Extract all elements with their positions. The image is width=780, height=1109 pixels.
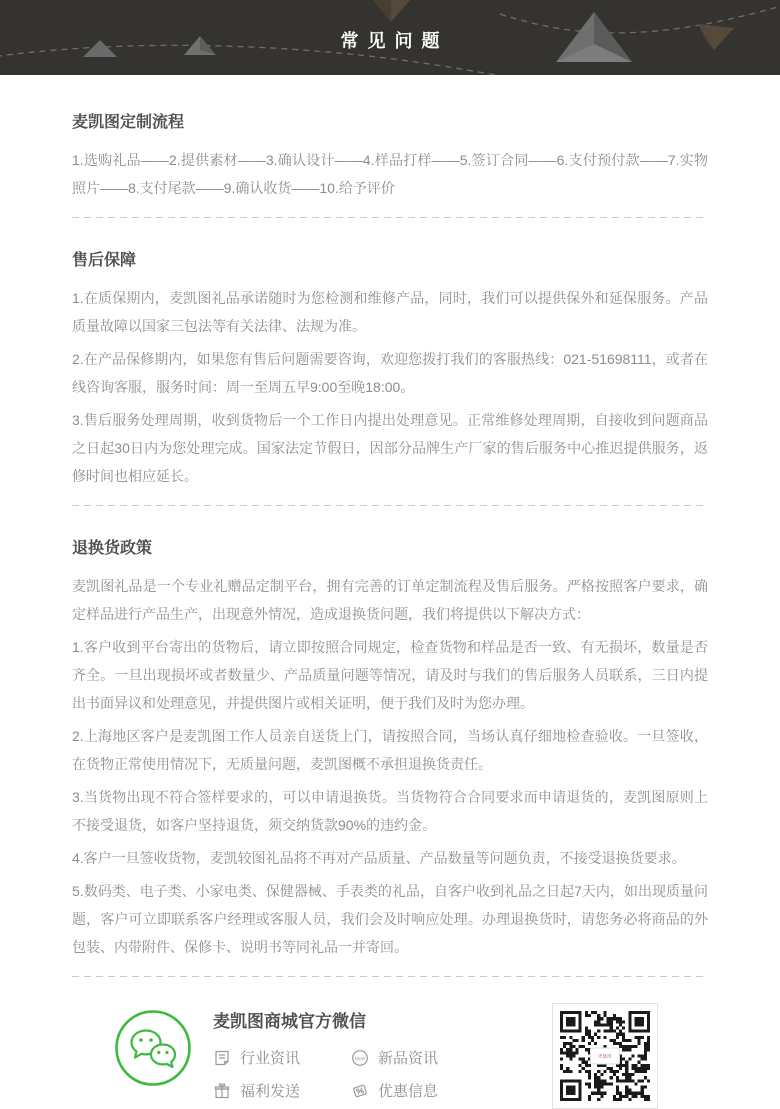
paragraph: 麦凯图礼品是一个专业礼赠品定制平台，拥有完善的订单定制流程及售后服务。严格按照客户要求，确定样品进行产品生产，出现意外情况，造成退换货问题，我们将提供以下解决方式： xyxy=(72,578,708,622)
feature-benefits xyxy=(213,1080,351,1101)
feature-industry-news xyxy=(213,1047,351,1068)
paragraph: 1.客户收到平台寄出的货物后，请立即按照合同规定，检查货物和样品是否一致、有无损坏，数量是否齐全。一旦出现损坏或者数量少、产品质量问题等情况，请及时与我们的售后服务人员联系，三日内提出书面异议和处理意见，并提供图片或相关证明，便于我们及时为您办理。 xyxy=(72,639,708,711)
feature-label: 优惠信息 xyxy=(378,1083,439,1100)
paragraph: 5.数码类、电子类、小家电类、保健器械、手表类的礼品，自客户收到礼品之日起7天内，如出现质量问题，客户可立即联系客户经理或客服人员，我们会及时响应处理。办理退换货时，请您务必将商品的外包装、内带附件、保修卡、说明书等同礼品一并寄回。 xyxy=(72,883,708,955)
dashed-divider xyxy=(72,217,708,218)
feature-label: 福利发送 xyxy=(240,1083,301,1100)
wechat-logo-icon xyxy=(113,1008,193,1088)
paragraph: 2.上海地区客户是麦凯图工作人员亲自送货上门，请按照合同，当场认真仔细地检查验收。一旦签收，在货物正常使用情况下，无质量问题，麦凯图概不承担退换货责任。 xyxy=(72,728,708,772)
section-title: 麦凯图定制流程 xyxy=(72,114,185,131)
feature-new-products xyxy=(351,1047,552,1068)
page-title: 常见问题 xyxy=(340,31,449,51)
paragraph: 1.在质保期内，麦凯图礼品承诺随时为您检测和维修产品，同时，我们可以提供保外和延保服务。产品质量故障以国家三包法等有关法律、法规为准。 xyxy=(72,290,708,334)
feature-label: 行业资讯 xyxy=(240,1050,301,1067)
qr-center-logo: 麦凯图 xyxy=(590,1048,620,1065)
wechat-info xyxy=(213,1003,552,1101)
coupon-icon xyxy=(351,1082,369,1100)
section-return-policy xyxy=(72,535,708,961)
new-circle-icon xyxy=(351,1049,369,1067)
section-after-sales xyxy=(72,247,708,490)
faq-content xyxy=(0,109,780,977)
svg-text:NEW: NEW xyxy=(354,1055,366,1061)
paragraph: 4.客户一旦签收货物，麦凯较图礼品将不再对产品质量、产品数量等问题负责，不接受退换货要求。 xyxy=(72,850,686,866)
page-header xyxy=(0,0,780,75)
news-doc-icon xyxy=(213,1049,231,1067)
wechat-qr-code xyxy=(552,1003,658,1109)
paragraph: 2.在产品保修期内，如果您有售后问题需要咨询，欢迎您拨打我们的客服热线：021-51698111，或者在线咨询客服，服务时间：周一至周五早9:00至晚18:00。 xyxy=(72,351,708,395)
section-title: 退换货政策 xyxy=(72,540,153,557)
dashed-divider xyxy=(72,505,708,506)
feature-label: 新品资讯 xyxy=(378,1050,439,1067)
section-title: 售后保障 xyxy=(72,252,137,269)
wechat-feature-grid xyxy=(213,1047,552,1101)
wechat-footer xyxy=(0,977,780,1109)
feature-discount-info xyxy=(351,1080,552,1101)
section-custom-process xyxy=(72,109,708,202)
paragraph: 3.当货物出现不符合签样要求的，可以申请退换货。当货物符合合同要求而申请退货的，麦凯图原则上不接受退货，如客户坚持退货，须交纳货款90%的违约金。 xyxy=(72,789,708,833)
paragraph: 3.售后服务处理周期，收到货物后一个工作日内提出处理意见。正常维修处理周期，自接收到问题商品之日起30日内为您处理完成。国家法定节假日，因部分品牌生产厂家的售后服务中心推迟提供服务，返修时间也相应延长。 xyxy=(72,412,708,484)
paragraph: 1.选购礼品——2.提供素材——3.确认设计——4.样品打样——5.签订合同——6.支付预付款——7.实物照片——8.支付尾款——9.确认收货——10.给予评价 xyxy=(72,152,708,196)
gift-icon xyxy=(213,1082,231,1100)
wechat-account-title: 麦凯图商城官方微信 xyxy=(213,1012,366,1031)
